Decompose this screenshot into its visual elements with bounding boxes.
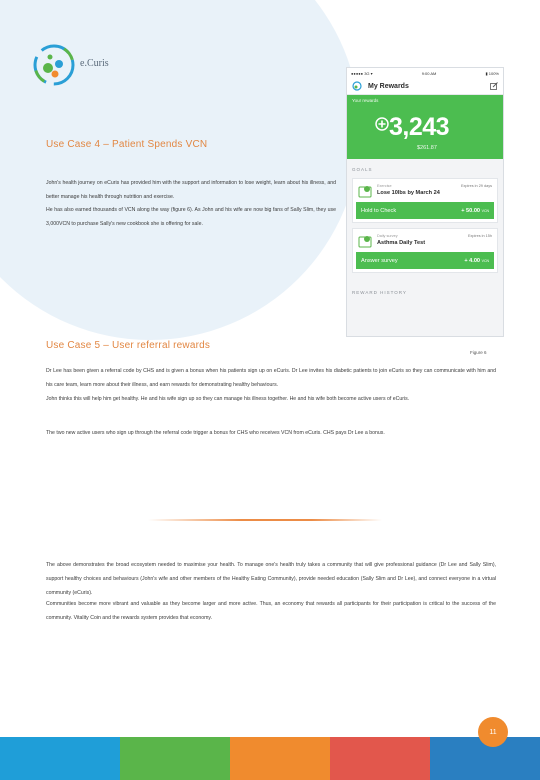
paragraph: John thinks this will help him get healthy. He and his wife sign up so they can manage his illness together. He and his wife both become active users of eCuris. <box>46 396 410 402</box>
reward-value: + 50.00 <box>461 207 481 214</box>
button-label: Hold to Check <box>361 207 397 214</box>
ecuris-logo-icon <box>32 43 76 87</box>
paragraph: The two new active users who sign up through the referral code trigger a bonus for CHS who receives VCN from eCuris. CHS pays Dr Lee a bonus. <box>46 430 385 436</box>
reward-value: + 4.00 <box>464 257 481 264</box>
footer-color-bar <box>0 737 540 780</box>
goals-label: GOALS <box>352 167 373 172</box>
goal-category: Daily survey <box>377 234 398 238</box>
phone-screenshot <box>346 67 504 337</box>
footer-segment <box>0 737 120 780</box>
answer-survey-button[interactable] <box>356 252 494 269</box>
app-title: My Rewards <box>368 82 409 90</box>
heading-use-case-5: Use Case 5 – User referral rewards <box>46 340 211 351</box>
figure-caption: Figure 6 <box>470 350 487 355</box>
goal-card <box>352 178 498 223</box>
usd-value: $261.87 <box>417 145 437 151</box>
goal-expiry: Expires in 15h <box>467 234 492 238</box>
page-number: 11 <box>478 717 508 747</box>
paragraph: Dr Lee has been given a referral code by CHS and is given a bonus when his patients sign up on eCuris. Dr Lee invites his diabetic patients to join eCuris so they can communicate with him and his care team, learn more about their illness, and earn rewards for demonstrating healthy behaviours. <box>46 368 496 388</box>
reward-unit: VCN <box>481 258 489 263</box>
footer-segment <box>230 737 330 780</box>
section-divider <box>148 519 382 521</box>
footer-segment <box>120 737 230 780</box>
goal-expiry: Expires in 29 days <box>460 184 492 188</box>
paragraph: John's health journey on eCuris has provided him with the support and information to lose weight, learn about his illness, and better manage his health through nutrition and exercise. <box>46 180 336 200</box>
brand-name: e.Curis <box>80 58 109 69</box>
coin-plus-icon <box>375 117 389 131</box>
app-bar <box>347 78 503 95</box>
edit-icon[interactable] <box>490 82 498 90</box>
points-balance: 3,243 <box>389 113 450 141</box>
goal-category: Exercise <box>377 184 392 188</box>
scale-icon <box>358 184 372 198</box>
signal-indicator: ●●●●● 3G ▾ <box>351 70 373 76</box>
goal-card <box>352 228 498 273</box>
hold-to-check-button[interactable] <box>356 202 494 219</box>
heading-use-case-4: Use Case 4 – Patient Spends VCN <box>46 139 208 150</box>
clock: 9:00 AM <box>421 70 437 76</box>
rewards-panel <box>347 95 503 159</box>
reward-unit: VCN <box>481 208 489 213</box>
goal-name: Lose 10lbs by March 24 <box>377 190 440 196</box>
rewards-label: Your rewards <box>352 98 379 103</box>
button-label: Answer survey <box>361 257 398 264</box>
status-bar <box>347 68 503 78</box>
paragraph: He has also earned thousands of VCN along the way (figure 6). As John and his wife are now big fans of Sally Slim, they use 3,000VCN to purchase Sally's new cookbook she is offering for sale. <box>46 207 336 227</box>
reward-history-label: REWARD HISTORY <box>352 290 407 295</box>
paragraph: Communities become more vibrant and valuable as they become larger and more active. Thus, an economy that rewards all participants for their participation is critical to the success of the community. Vitality Coin and the rewards system provides that economy. <box>46 601 496 621</box>
footer-segment <box>330 737 430 780</box>
goal-name: Asthma Daily Test <box>377 240 426 246</box>
ecuris-logo-icon <box>352 81 362 91</box>
battery-indicator: ▮ 100% <box>485 70 499 76</box>
paragraph: The above demonstrates the broad ecosystem needed to maximise your health. To manage one's health truly takes a community that will give professional guidance (Dr Lee and Sally Slim), support healthy choices and behaviours (John's wife and other members of the Healthy Eating Community), provide needed education (Sally Slim and Dr Lee), and connect everyone in a virtual community (eCuris). <box>46 562 496 596</box>
survey-icon <box>358 234 372 248</box>
